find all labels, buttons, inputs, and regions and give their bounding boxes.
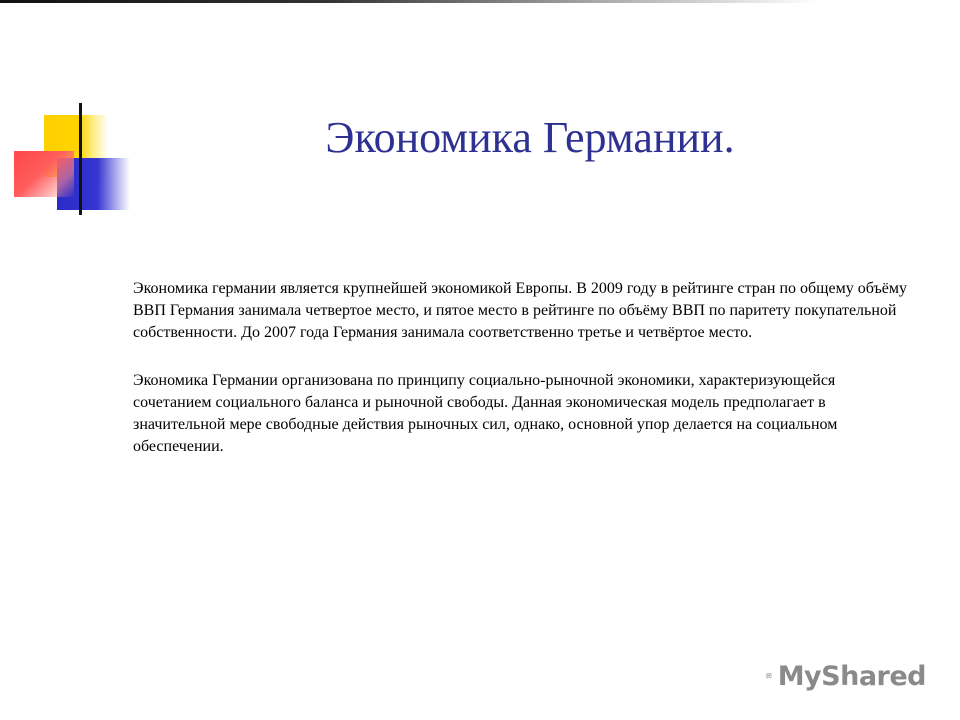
paragraph: Экономика Германии организована по принципу социально-рыночной экономики, характеризующейся сочетанием социального баланса и рыночной свободы. Данная экономическая модель предполагает в значительной мере свободные действия рыночных сил, однако, основной упор делается на социальном обеспечении. — [133, 372, 838, 455]
decorative-squares — [0, 0, 140, 230]
presentation-board-icon — [766, 659, 772, 693]
paragraph: Экономика германии является крупнейшей экономикой Европы. В 2009 году в рейтинге стран по общему объёму ВВП Германия занимала четвертое место, и пятое место в рейтинге по объёму ВВП по паритету покупательной собственности. До 2007 года Германия занимала соответственно третье и четвёртое место. — [133, 280, 907, 341]
red-square-decoration — [14, 151, 74, 197]
slide-title: Экономика Германии. — [325, 113, 735, 162]
watermark-logo — [766, 656, 926, 696]
slide-body — [133, 278, 913, 484]
vertical-divider-line — [79, 103, 82, 215]
watermark-text: MyShared — [777, 660, 926, 692]
